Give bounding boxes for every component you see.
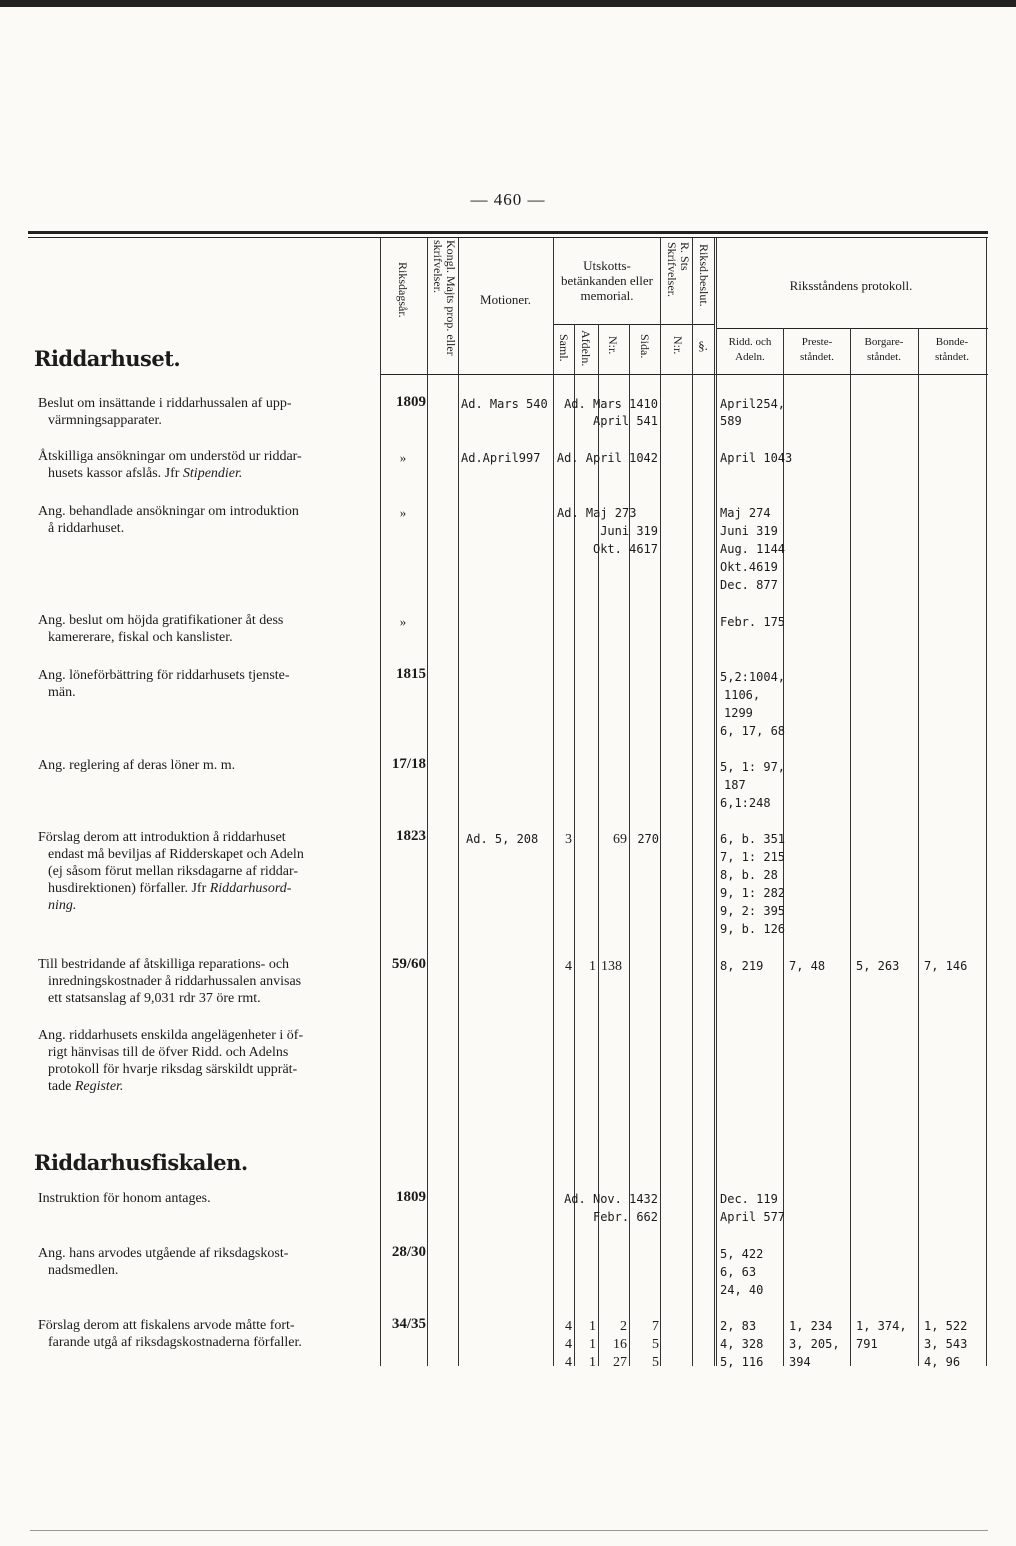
fiskal-row3-preste-2: 3, 205, (789, 1337, 840, 1351)
col-rule-10 (714, 238, 715, 1366)
top-edge-bar (0, 0, 1016, 7)
row6-ridd-3: 6,1:248 (720, 796, 771, 810)
utskott-sub-rule (554, 324, 714, 325)
section-riddarhuset: Riddarhuset. (34, 346, 181, 371)
header-utskott-nr: N:r. (606, 336, 620, 355)
fiskal-row3-ridd-3: 5, 116 (720, 1355, 764, 1369)
fiskal-row3-saml-2: 4 (565, 1337, 572, 1352)
header-kongl-prop: Kongl. Majts prop. eller skrifvelser. (431, 240, 458, 356)
fiskal-row3-borgare-1: 1, 374, (856, 1319, 907, 1333)
fiskal-row3-preste-3: 394 (789, 1355, 811, 1369)
row3-utskott-2: Juni 319 (600, 524, 658, 538)
row1-year: 1809 (396, 394, 426, 410)
row7-ridd-2: 7, 1: 215 (720, 850, 786, 864)
row2-description: Åtskilliga ansökningar om understöd ur riddar- husets kassor afslås. Jfr Stipendier. (38, 449, 302, 481)
page-number: — 460 — (470, 190, 546, 209)
row8-description: Till bestridande af åtskilliga reparations- och inredningskostnader å riddarhussalen anvisas ett statsanslag af 9,031 rdr 37 öre rmt. (38, 957, 302, 1006)
row4-description: Ang. beslut om höjda gratifikationer åt dess kamererare, fiskal och kanslister. (38, 613, 284, 645)
header-utskott-afdeln: Afdeln. (579, 330, 593, 367)
row2-utskott: Ad. April 1042 (556, 451, 658, 465)
row5-ridd-1: 5,2:1004, (720, 670, 786, 684)
row3-ridd-4: Okt.4619 (720, 560, 778, 574)
fiskal-row2-ridd-1: 5, 422 (720, 1247, 764, 1261)
table-top-rule-thin (28, 237, 988, 238)
fiskal-row3-preste-1: 1, 234 (789, 1319, 833, 1333)
fiskal-row2-year: 28/30 (391, 1244, 426, 1260)
header-bottom-rule (380, 374, 988, 375)
fiskal-row1-ridd-1: Dec. 119 (720, 1192, 778, 1206)
fiskal-row3-bonde-1: 1, 522 (924, 1319, 968, 1333)
fiskal-row3-ridd-1: 2, 83 (720, 1319, 757, 1333)
header-rsts-nr: N:r. (671, 336, 685, 355)
fiskal-row3-description: Förslag derom att fiskalens arvode måtte fort- farande utgå af riksdagskostnaderna förfaller. (38, 1318, 302, 1350)
header-rsts-skrifvelser: R. Sts Skrifvelser. (665, 242, 692, 297)
row2-year: » (399, 450, 407, 465)
header-motioner: Motioner. (480, 292, 531, 307)
header-utskott-saml: Saml. (557, 334, 571, 362)
col-rule-11 (716, 238, 717, 1366)
row6-ridd-2: 187 (724, 778, 746, 792)
fiskal-row3-sida-1: 7 (652, 1319, 659, 1334)
fiskal-row3-bonde-3: 4, 96 (924, 1355, 961, 1369)
row8-afd: 1 (589, 959, 596, 974)
fiskal-row3-borgare-2: 791 (856, 1337, 878, 1351)
fiskal-row3-nr-2: 16 (613, 1337, 627, 1352)
fiskal-row2-ridd-2: 6, 63 (720, 1265, 757, 1279)
row6-ridd-1: 5, 1: 97, (720, 760, 786, 774)
row1-utskott-2: April 541 (592, 414, 658, 428)
row5-year: 1815 (396, 666, 426, 682)
col-rule-2 (427, 238, 428, 1366)
col-rule-9 (692, 238, 693, 1366)
fiskal-row3-saml-3: 4 (565, 1355, 572, 1370)
row8-nr: 138 (601, 959, 622, 974)
fiskal-row2-ridd-3: 24, 40 (720, 1283, 764, 1297)
fiskal-row1-ridd-2: April 577 (720, 1210, 786, 1224)
row7-saml: 3 (565, 832, 572, 847)
fiskal-row1-utskott-1: Ad. Nov. 1432 (564, 1192, 658, 1206)
col-rule-8 (660, 238, 661, 1366)
row1-ridd-2: 589 (720, 414, 742, 428)
row8-saml: 4 (565, 959, 572, 974)
row9-description: Ang. riddarhusets enskilda angelägenheter i öf- rigt hänvisas till de öfver Ridd. och Adelns protokoll för hvarje riksdag särskildt upprät- tade Register. (38, 1028, 304, 1094)
row7-ridd-3: 8, b. 28 (720, 868, 778, 882)
fiskal-row3-nr-1: 2 (620, 1319, 627, 1334)
row7-ridd-4: 9, 1: 282 (720, 886, 786, 900)
row1-description: Beslut om insättande i riddarhussalen af upp- värmningsapparater. (38, 396, 292, 428)
row8-bonde: 7, 146 (924, 959, 968, 973)
row6-year: 17/18 (391, 756, 426, 772)
table-top-rule (28, 231, 988, 234)
row7-ridd-1: 6, b. 351 (720, 832, 786, 846)
row7-sida: 270 (637, 832, 659, 846)
fiskal-row1-utskott-2: Febr. 662 (592, 1210, 658, 1224)
header-utskott-sida: Sida. (638, 334, 652, 359)
fiskal-row3-ridd-2: 4, 328 (720, 1337, 764, 1351)
row7-motion: Ad. 5, 208 (466, 832, 539, 846)
header-preste: Preste-ståndet. (800, 336, 834, 363)
row2-ridd: April 1043 (720, 451, 793, 465)
fiskal-row1-description: Instruktion för honom antages. (38, 1191, 211, 1206)
row5-ridd-2: 1106, (724, 688, 761, 702)
row3-utskott-3: Okt. 4617 (592, 542, 658, 556)
fiskal-row3-sida-2: 5 (652, 1337, 659, 1352)
header-paragraph: §. (698, 338, 708, 353)
row7-ridd-5: 9, 2: 395 (720, 904, 786, 918)
row1-ridd-1: April254, (720, 397, 786, 411)
row8-borgare: 5, 263 (856, 959, 900, 973)
row3-description: Ang. behandlade ansökningar om introduktion å riddarhuset. (38, 504, 299, 536)
header-riksd-beslut: Riksd.beslut. (697, 244, 711, 307)
row3-year: » (399, 505, 407, 520)
row3-ridd-2: Juni 319 (720, 524, 778, 538)
fiskal-row3-saml-1: 4 (565, 1319, 572, 1334)
fiskal-row3-sida-3: 5 (652, 1355, 659, 1370)
row5-description: Ang. löneförbättring för riddarhusets tjenste- män. (38, 668, 290, 700)
col-rule-4 (553, 238, 554, 1366)
fiskal-row3-nr-3: 27 (613, 1355, 627, 1370)
row7-year: 1823 (396, 828, 426, 844)
header-utskotts: Utskotts-betänkanden eller memorial. (560, 258, 654, 303)
header-borgare: Borgare-ståndet. (864, 336, 904, 363)
row3-ridd-5: Dec. 877 (720, 578, 778, 592)
row4-ridd: Febr. 175 (720, 615, 786, 629)
fiskal-row3-bonde-2: 3, 543 (924, 1337, 968, 1351)
fiskal-row2-description: Ang. hans arvodes utgående af riksdagskost- nadsmedlen. (38, 1246, 289, 1278)
header-bonde: Bonde-ståndet. (935, 336, 969, 363)
row8-year: 59/60 (391, 956, 426, 972)
fiskal-row3-afd-3: 1 (589, 1355, 596, 1370)
fiskal-row3-afd-1: 1 (589, 1319, 596, 1334)
col-rule-3 (458, 238, 459, 1366)
row8-preste: 7, 48 (789, 959, 826, 973)
col-rule-15 (986, 238, 987, 1366)
row7-ridd-6: 9, b. 126 (720, 922, 786, 936)
header-riksdagsar: Riksdagsår. (396, 262, 410, 318)
row7-description: Förslag derom att introduktion å riddarhuset endast må beviljas af Ridderskapet och Adeln (ej såsom förut mellan riksdagarne af riddar- husdirektionen) förfaller. Jfr Riddarhusord- ning. (38, 830, 304, 913)
row1-motion: Ad. Mars 540 (461, 397, 548, 411)
row8-ridd: 8, 219 (720, 959, 764, 973)
row7-nr: 69 (613, 832, 627, 847)
row2-motion: Ad.April997 (461, 451, 541, 465)
row6-description: Ang. reglering af deras löner m. m. (38, 758, 236, 773)
col-rule-13 (850, 328, 851, 1366)
row4-year: » (399, 614, 407, 629)
fiskal-row3-afd-2: 1 (589, 1337, 596, 1352)
header-protokoll: Riksståndens protokoll. (789, 278, 913, 293)
row1-utskott-1: Ad. Mars 1410 (564, 397, 658, 411)
protokoll-sub-rule (716, 328, 988, 329)
row5-ridd-4: 6, 17, 68 (720, 724, 786, 738)
bottom-scan-line (30, 1530, 988, 1531)
row3-ridd-1: Maj 274 (720, 506, 771, 520)
row5-ridd-3: 1299 (724, 706, 753, 720)
section-riddarhusfiskalen: Riddarhusfiskalen. (34, 1150, 248, 1175)
row3-ridd-3: Aug. 1144 (720, 542, 786, 556)
header-ridd-adeln: Ridd. och Adeln. (728, 336, 772, 363)
fiskal-row3-year: 34/35 (391, 1316, 426, 1332)
col-rule-14 (918, 328, 919, 1366)
row3-utskott-1: Ad. Maj 273 (557, 506, 637, 520)
fiskal-row1-year: 1809 (396, 1189, 426, 1205)
